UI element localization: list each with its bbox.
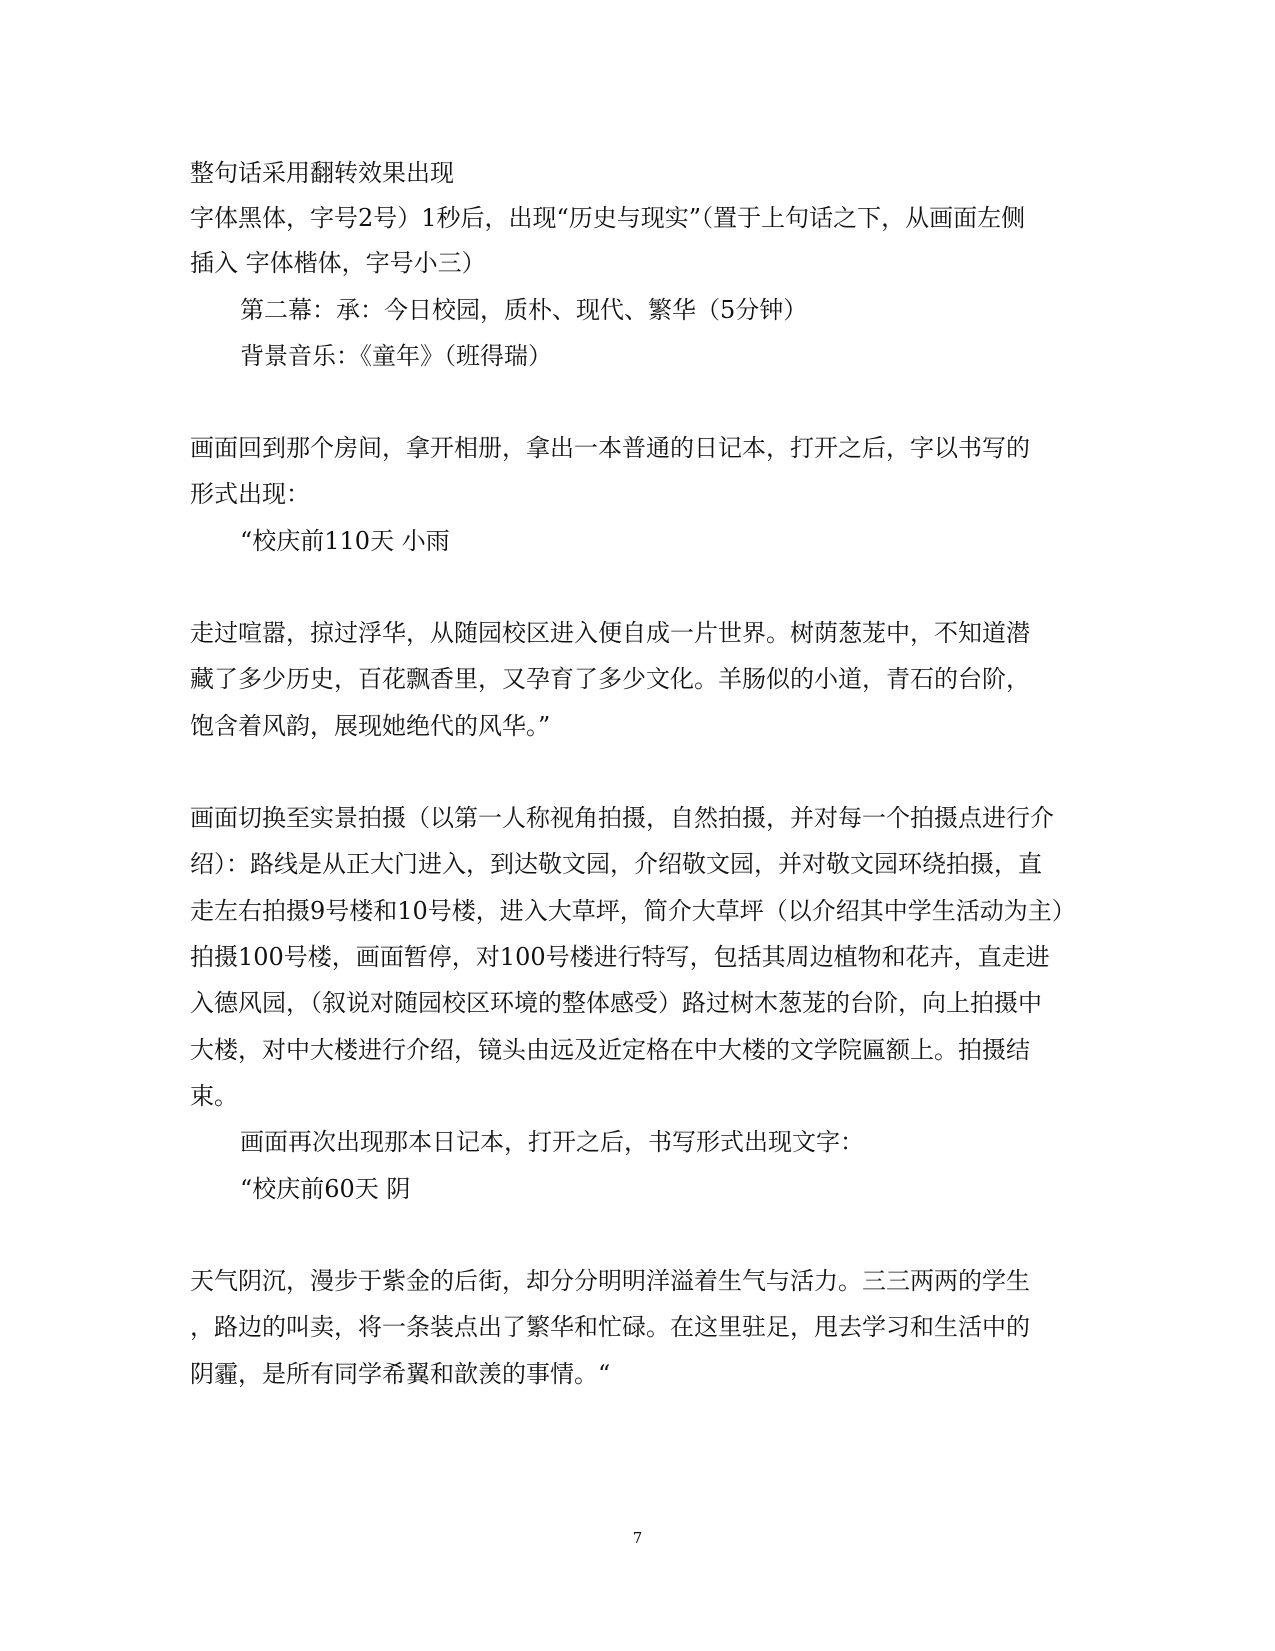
text-line-1: 整句话采用翻转效果出现	[190, 159, 454, 187]
text-line-11: 饱含着风韵，展现她绝代的风华。”	[190, 712, 551, 740]
diary-entry-heading-60: “校庆前60天 阴	[240, 1175, 411, 1203]
text-line-14: 走左右拍摄9号楼和10号楼，进入大草坪，简介大草坪（以介绍其中学生活动为主）	[190, 897, 1076, 925]
diary-entry-heading-110: “校庆前110天 小雨	[240, 527, 450, 555]
text-line-21: 天气阴沉，漫步于紫金的后街，却分分明明洋溢着生气与活力。三三两两的学生	[190, 1267, 1030, 1295]
text-line-19: 画面再次出现那本日记本，打开之后，书写形式出现文字：	[240, 1128, 864, 1156]
text-line-17: 大楼，对中大楼进行介绍，镜头由远及近定格在中大楼的文学院匾额上。拍摄结	[190, 1036, 1030, 1064]
text-line-6: 画面回到那个房间，拿开相册，拿出一本普通的日记本，打开之后，字以书写的	[190, 434, 1030, 462]
text-line-23: 阴霾，是所有同学希翼和歆羡的事情。“	[190, 1360, 611, 1388]
page-number: 7	[632, 1529, 643, 1547]
text-line-13: 绍）：路线是从正大门进入，到达敬文园，介绍敬文园，并对敬文园环绕拍摄，直	[190, 850, 1042, 878]
text-line-18: 束。	[190, 1082, 238, 1110]
text-line-3: 插入 字体楷体，字号小三）	[190, 249, 486, 277]
text-line-2: 字体黑体，字号2号）1秒后，出现“历史与现实”（置于上句话之下，从画面左侧	[190, 204, 1026, 232]
text-line-15: 拍摄100号楼，画面暂停，对100号楼进行特写，包括其周边植物和花卉，直走进	[190, 943, 1050, 971]
text-line-12: 画面切换至实景拍摄（以第一人称视角拍摄，自然拍摄，并对每一个拍摄点进行介	[190, 804, 1054, 832]
text-line-16: 入德风园，（叙说对随园校区环境的整体感受）路过树木葱茏的台阶，向上拍摄中	[190, 989, 1042, 1017]
background-music-line: 背景音乐：《童年》（班得瑞）	[240, 342, 552, 370]
act-two-heading: 第二幕：承：今日校园，质朴、现代、繁华（5分钟）	[240, 296, 808, 324]
text-line-9: 走过喧嚣，掠过浮华，从随园校区进入便自成一片世界。树荫葱茏中，不知道潜	[190, 619, 1030, 647]
text-line-7: 形式出现：	[190, 480, 310, 508]
text-line-10: 藏了多少历史，百花飘香里，又孕育了多少文化。羊肠似的小道，青石的台阶，	[190, 665, 1030, 693]
text-line-22: ，路边的叫卖，将一条装点出了繁华和忙碌。在这里驻足，甩去学习和生活中的	[190, 1313, 1030, 1341]
